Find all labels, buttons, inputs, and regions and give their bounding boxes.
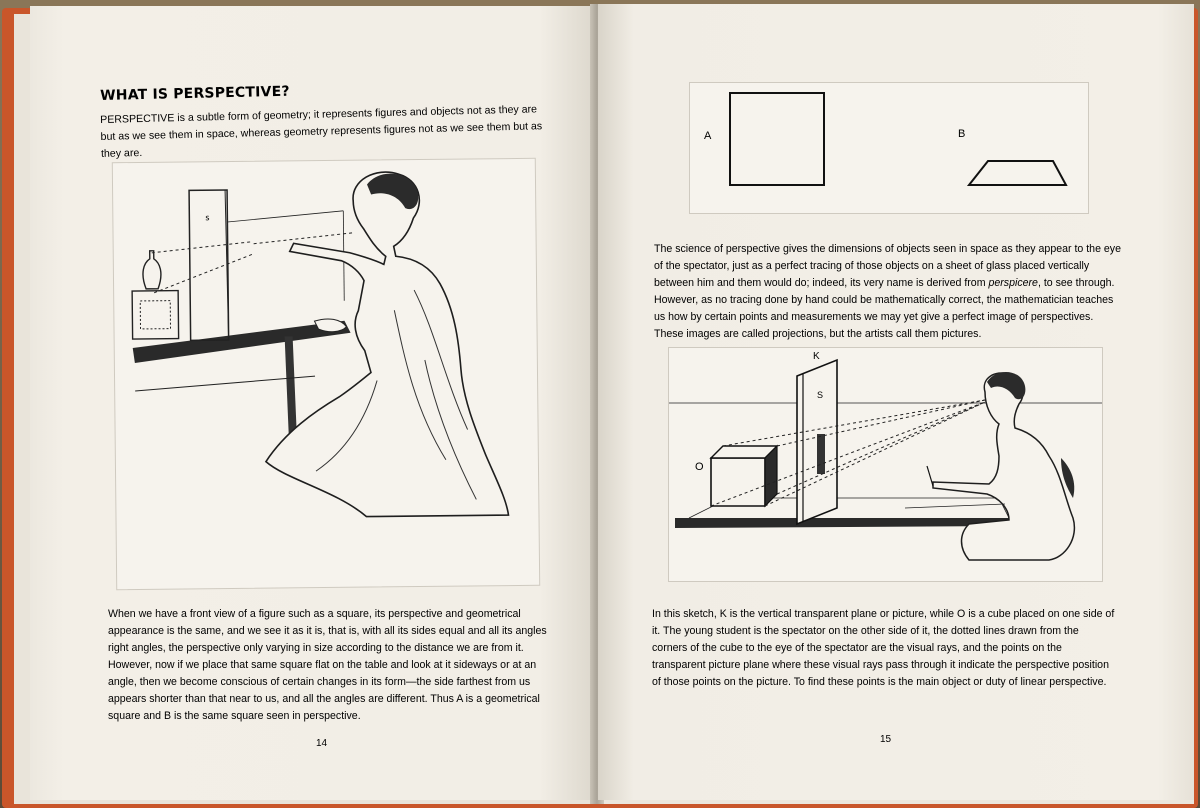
pencil: [927, 466, 933, 486]
illustration-cube-plane: [668, 347, 1103, 582]
student-figure: [933, 373, 1074, 560]
page-heading: WHAT IS PERSPECTIVE?: [100, 83, 290, 104]
label-o: O: [695, 461, 704, 473]
visual-ray-1: [152, 242, 252, 253]
woman-figure: [263, 171, 509, 518]
perspective-square-b: [969, 161, 1066, 185]
page-number-left: 14: [316, 738, 328, 749]
intro-paragraph: PERSPECTIVE is a subtle form of geometry; it represents figures and objects not as they are but as we see them in space, whereas geometry represents figures not as we see them but as they are.: [100, 103, 543, 160]
science-italic-word: perspicere: [988, 277, 1038, 289]
figure-square-ab: [689, 82, 1089, 214]
cube-plane-drawing: [669, 348, 1102, 581]
visual-ray-2: [154, 254, 254, 293]
science-text-start: The science of perspective gives the dimensions of objects seen in space as they appear to the eye of the spectator, just as a perfect tracing of those objects on a sheet of glass placed vertically between him and them would do; indeed, its very name is derived from: [654, 243, 1121, 289]
label-s-right: S: [817, 390, 824, 400]
table-surface-line: [675, 518, 1009, 528]
science-paragraph: [654, 241, 1124, 343]
science-text-end: , to see through. However, as no tracing done by hand could be mathematically correct, the mathematician teaches us how by certain points and measurements we may yet give a perfect image of perspectives. These images are called projections, but the artists call them pictures.: [654, 277, 1115, 340]
box-pattern: [140, 301, 170, 329]
square-ab-drawing: [690, 83, 1088, 213]
ray-1: [723, 400, 985, 446]
square-paragraph: When we have a front view of a figure such as a square, its perspective and geometrical appearance is the same, and we see it as it is, that is, with all its sides equal and all its angles right angles, the perspective only varying in size according to the distance we are from it. However, now if we place that same square flat on the table and look at it sideways or at an angle, then we become conscious of certain changes in its form—the side farthest from us appears shorter than that near to us, and all the angles are different. Thus A is a geometrical square and B is the same square seen in perspective.: [108, 608, 547, 722]
label-k: K: [813, 351, 820, 362]
box-object: [132, 291, 179, 339]
illustration-woman-tracing: [112, 158, 540, 590]
vase-object: [143, 251, 161, 289]
label-s: s: [205, 213, 210, 223]
geometric-square-a: [730, 93, 824, 185]
cube-front: [711, 458, 765, 506]
label-b: B: [958, 128, 966, 140]
string-line-top: [227, 211, 343, 222]
sketch-paragraph: In this sketch, K is the vertical transparent plane or picture, while O is a cube placed on one side of it. The young student is the spectator on the other side of it, the dotted lines drawn from the corners of the cube to the eye of the spectator are the visual rays, and the points on the transparent picture plane where these visual rays pass through it indicate the perspective position of those points on the picture. To find these points is the main object or duty of linear perspective.: [652, 608, 1115, 688]
woman-tracing-drawing: [113, 159, 539, 589]
projected-cube: [817, 434, 825, 474]
page-number-right: 15: [880, 734, 892, 745]
paper-sheet: [905, 504, 1005, 508]
label-a: A: [704, 130, 712, 142]
visual-ray-3: [254, 233, 354, 244]
